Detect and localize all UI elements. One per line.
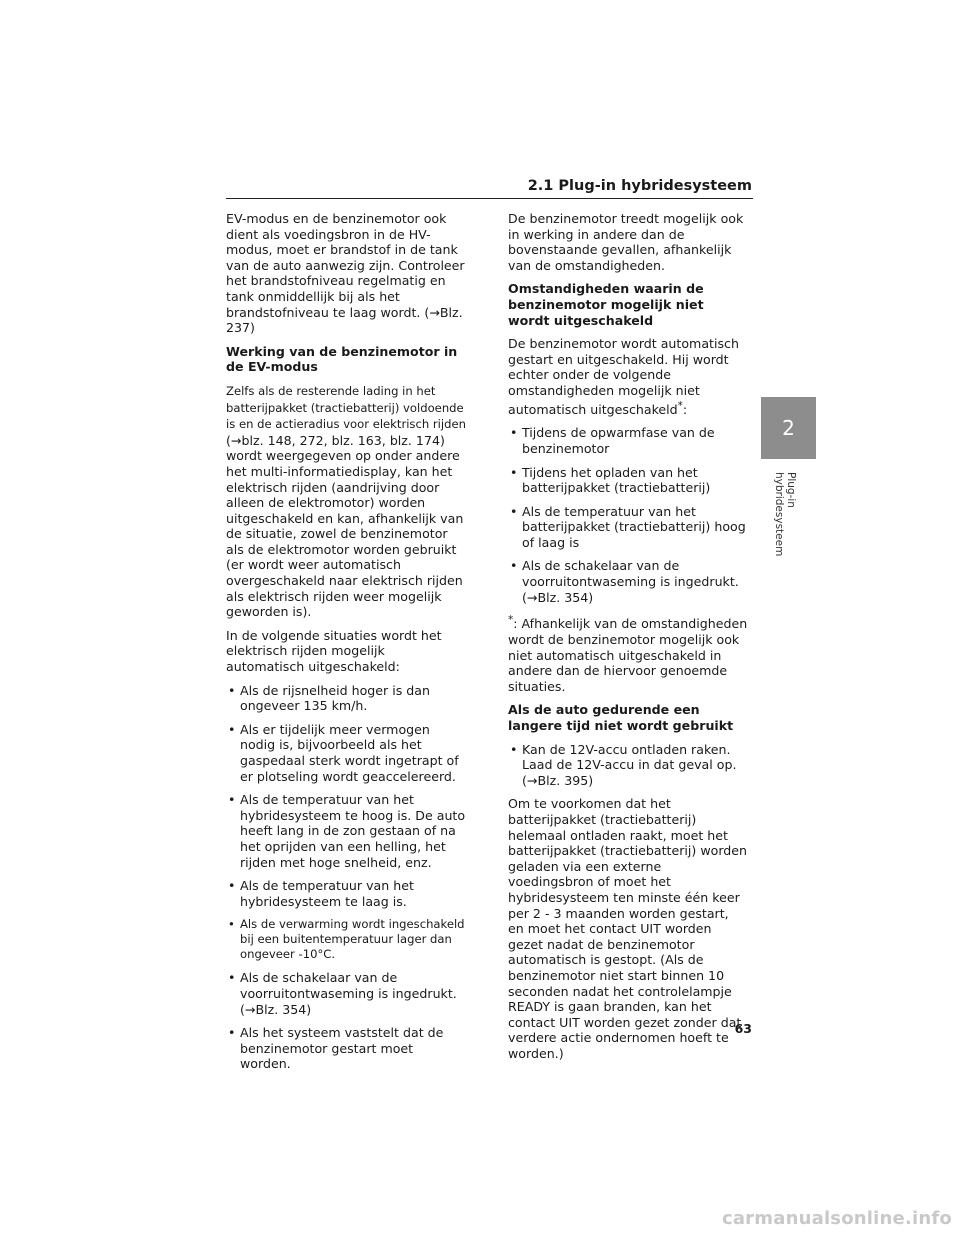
subheading: Als de auto gedurende een langere tijd niet wordt gebruikt	[508, 702, 734, 733]
list-item: • Als de temperatuur van het hybridesysteem te laag is.	[226, 878, 466, 909]
list-item: • Als de temperatuur van het batterijpakket (tractiebatterij) hoog of laag is	[508, 504, 748, 551]
footnote-text: : Afhankelijk van de omstandigheden wordt de benzinemotor mogelijk ook niet automatisch uitgeschakeld in andere dan de hiervoor genoemde situaties.	[508, 616, 748, 694]
list-item: • Als er tijdelijk meer vermogen nodig is, bijvoorbeeld als het gaspedaal sterk wordt ingetrapt of er plotseling wordt geaccelereerd.	[226, 722, 466, 784]
list-item: • Als de rijsnelheid hoger is dan ongeveer 135 km/h.	[226, 683, 466, 714]
paragraph: In de volgende situaties wordt het elektrisch rijden mogelijk automatisch uitgeschakeld:	[226, 627, 442, 675]
paragraph: (→blz. 148, 272, blz. 163, blz. 174) wordt weergegeven op onder andere het multi-informatiedisplay, kan het elektrisch rijden (aandrijving door alleen de elektromotor) worden uitgeschakeld en kan, afhankelijk van de situatie, zowel de benzinemotor als de elektromotor worden gebruikt (er wordt weer automatisch overgeschakeld naar elektrisch rijden als elektrisch rijden weer mogelijk geworden is).	[226, 432, 464, 620]
list-item: • Als de schakelaar van de voorruitontwaseming is ingedrukt. (→Blz. 354)	[226, 970, 466, 1017]
list-item: • Tijdens de opwarmfase van de benzinemotor	[508, 425, 748, 456]
paragraph-end: :	[682, 401, 688, 417]
left-column	[226, 211, 466, 1080]
bullet-list	[508, 425, 748, 605]
chapter-side-label: Plug-in hybridesysteem	[773, 472, 797, 557]
subheading: Werking van de benzinemotor in de EV-modus	[226, 343, 458, 375]
right-column	[508, 211, 748, 1069]
paragraph: De benzinemotor treedt mogelijk ook in werking in andere dan de bovenstaande gevallen, afhankelijk van de omstandigheden.	[508, 211, 744, 273]
page-number: 63	[734, 1021, 752, 1036]
paragraph	[508, 336, 748, 417]
paragraph: EV-modus en de benzinemotor ook dient als voedingsbron in de HV-modus, moet er brandstof in de tank van de auto aanwezig zijn. Controleer het brandstofniveau regelmatig en tank onmiddellijk bij als het brandstofniveau te laag wordt. (→Blz. 237)	[226, 211, 465, 336]
paragraph	[226, 383, 466, 433]
footnote	[508, 613, 748, 694]
list-item: • Als het systeem vaststelt dat de benzinemotor gestart moet worden.	[226, 1025, 466, 1072]
list-item: • Als de verwarming wordt ingeschakeld bij een buitentemperatuur lager dan ongeveer -10°C.	[226, 917, 466, 962]
watermark-text: carmanualsonline.info	[721, 1208, 952, 1229]
section-header: 2.1 Plug-in hybridesysteem	[527, 178, 752, 194]
header-divider	[226, 198, 753, 199]
list-item: • Kan de 12V-accu ontladen raken. Laad de 12V-accu in dat geval op. (→Blz. 395)	[508, 742, 748, 789]
footnote-marker: *	[508, 614, 514, 627]
bullet-list	[226, 683, 466, 1072]
paragraph: Om te voorkomen dat het batterijpakket (tractiebatterij) helemaal ontladen raakt, moet het batterijpakket (tractiebatterij) worden geladen via een externe voedingsbron of moet het hybridesysteem ten minste één keer per 2 - 3 maanden worden gestart, en moet het contact UIT worden gezet nadat de benzinemotor automatisch is gestopt. (Als de benzinemotor niet start binnen 10 seconden nadat het controlelampje READY is gaan branden, kan het contact UIT worden gezet zonder dat verdere actie ondernomen hoeft te worden.)	[508, 796, 748, 1061]
footnote-marker: *	[677, 399, 683, 412]
paragraph-small-part: Zelfs als de resterende lading in het batterijpakket (tractiebatterij) voldoende is en de actieradius voor elektrisch rijden	[226, 383, 466, 432]
list-item: • Tijdens het opladen van het batterijpakket (tractiebatterij)	[508, 465, 748, 496]
list-item: • Als de temperatuur van het hybridesysteem te hoog is. De auto heeft lang in de zon gestaan of na het oprijden van een helling, het rijden met hoge snelheid, enz.	[226, 792, 466, 870]
paragraph-text: De benzinemotor wordt automatisch gestart en uitgeschakeld. Hij wordt echter onder de volgende omstandigheden mogelijk niet automatisch uitgeschakeld	[508, 336, 739, 417]
list-item: • Als de schakelaar van de voorruitontwaseming is ingedrukt. (→Blz. 354)	[508, 558, 748, 605]
chapter-tab: 2	[761, 397, 816, 459]
subheading: Omstandigheden waarin de benzinemotor mogelijk niet wordt uitgeschakeld	[508, 281, 704, 328]
bullet-list	[508, 742, 748, 789]
